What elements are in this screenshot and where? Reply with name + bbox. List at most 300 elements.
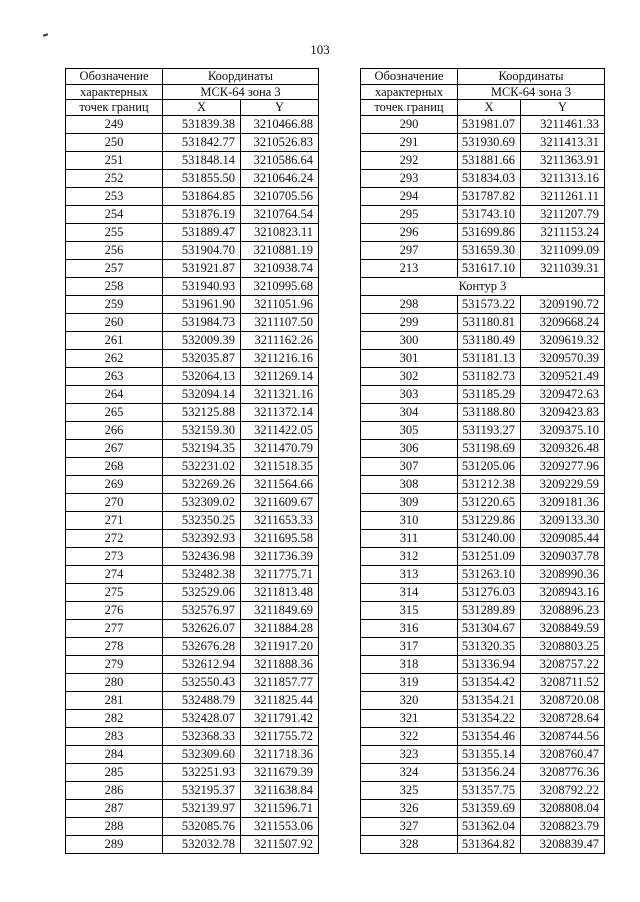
y-coordinate-cell: 3211857.77 <box>241 673 319 691</box>
y-coordinate-cell: 3211051.96 <box>241 295 319 313</box>
table-row <box>361 583 605 601</box>
x-coordinate-cell: 531876.19 <box>163 205 241 223</box>
x-coordinate-cell: 531355.14 <box>458 745 521 763</box>
x-coordinate-cell: 531834.03 <box>458 169 521 187</box>
x-coordinate-cell: 532436.98 <box>163 547 241 565</box>
table-row <box>361 691 605 709</box>
point-id-cell: 278 <box>66 637 163 655</box>
table-row <box>66 457 319 475</box>
y-coordinate-cell: 3211261.11 <box>521 187 605 205</box>
y-coordinate-cell: 3209133.30 <box>521 511 605 529</box>
y-coordinate-cell: 3210705.56 <box>241 187 319 205</box>
x-coordinate-cell: 531889.47 <box>163 223 241 241</box>
point-id-cell: 287 <box>66 799 163 817</box>
y-coordinate-cell: 3209619.32 <box>521 331 605 349</box>
point-id-cell: 290 <box>361 115 458 133</box>
table-row <box>361 547 605 565</box>
x-coordinate-cell: 531185.29 <box>458 385 521 403</box>
point-id-cell: 259 <box>66 295 163 313</box>
point-id-cell: 253 <box>66 187 163 205</box>
y-coordinate-cell: 3211313.16 <box>521 169 605 187</box>
x-coordinate-cell: 531229.86 <box>458 511 521 529</box>
point-id-cell: 308 <box>361 475 458 493</box>
y-coordinate-cell: 3210764.54 <box>241 205 319 223</box>
x-coordinate-cell: 531304.67 <box>458 619 521 637</box>
table-row <box>361 529 605 547</box>
x-coordinate-cell: 531240.00 <box>458 529 521 547</box>
point-id-cell: 291 <box>361 133 458 151</box>
point-id-cell: 272 <box>66 529 163 547</box>
table-row <box>66 691 319 709</box>
coordinates-header: Координаты <box>163 69 319 85</box>
x-coordinate-cell: 532428.07 <box>163 709 241 727</box>
x-coordinate-cell: 531839.38 <box>163 115 241 133</box>
y-coordinate-cell: 3208728.64 <box>521 709 605 727</box>
x-coordinate-cell: 531940.93 <box>163 277 241 295</box>
table-row <box>361 601 605 619</box>
point-id-cell: 269 <box>66 475 163 493</box>
x-coordinate-cell: 531359.69 <box>458 799 521 817</box>
y-coordinate-cell: 3208744.56 <box>521 727 605 745</box>
table-row <box>66 583 319 601</box>
y-coordinate-cell: 3210938.74 <box>241 259 319 277</box>
x-coordinate-cell: 531212.38 <box>458 475 521 493</box>
point-id-cell: 279 <box>66 655 163 673</box>
point-id-cell: 275 <box>66 583 163 601</box>
x-coordinate-cell: 531855.50 <box>163 169 241 187</box>
y-coordinate-cell: 3211813.48 <box>241 583 319 601</box>
point-id-cell: 280 <box>66 673 163 691</box>
point-id-cell: 300 <box>361 331 458 349</box>
point-id-cell: 312 <box>361 547 458 565</box>
x-coordinate-cell: 532035.87 <box>163 349 241 367</box>
y-coordinate-cell: 3208776.36 <box>521 763 605 781</box>
table-row <box>66 619 319 637</box>
x-coordinate-cell: 531205.06 <box>458 457 521 475</box>
table-row <box>66 421 319 439</box>
x-coordinate-cell: 532159.30 <box>163 421 241 439</box>
y-coordinate-cell: 3211099.09 <box>521 241 605 259</box>
x-coordinate-cell: 532032.78 <box>163 835 241 853</box>
x-coordinate-cell: 531276.03 <box>458 583 521 601</box>
point-id-cell: 270 <box>66 493 163 511</box>
table-row <box>66 745 319 763</box>
x-coordinate-cell: 531573.22 <box>458 295 521 313</box>
table-row <box>361 799 605 817</box>
table-row <box>66 601 319 619</box>
y-coordinate-cell: 3209037.78 <box>521 547 605 565</box>
y-coordinate-cell: 3208792.22 <box>521 781 605 799</box>
table-row <box>66 727 319 745</box>
point-id-cell: 328 <box>361 835 458 853</box>
y-coordinate-cell: 3211653.33 <box>241 511 319 529</box>
table-row <box>66 295 319 313</box>
y-coordinate-cell: 3211596.71 <box>241 799 319 817</box>
y-coordinate-cell: 3211470.79 <box>241 439 319 457</box>
point-id-cell: 313 <box>361 565 458 583</box>
point-id-cell: 306 <box>361 439 458 457</box>
x-coordinate-cell: 531188.80 <box>458 403 521 421</box>
x-coordinate-cell: 531961.90 <box>163 295 241 313</box>
table-row <box>66 349 319 367</box>
table-row <box>361 439 605 457</box>
table-row <box>66 439 319 457</box>
point-id-cell: 267 <box>66 439 163 457</box>
scan-speck <box>43 33 48 37</box>
y-coordinate-cell: 3211917.20 <box>241 637 319 655</box>
x-coordinate-cell: 531180.49 <box>458 331 521 349</box>
y-coordinate-cell: 3211775.71 <box>241 565 319 583</box>
point-id-cell: 315 <box>361 601 458 619</box>
designation-header: Обозначение <box>361 69 458 85</box>
x-header: X <box>458 100 521 116</box>
x-coordinate-cell: 531659.30 <box>458 241 521 259</box>
table-row <box>361 205 605 223</box>
point-id-cell: 310 <box>361 511 458 529</box>
y-coordinate-cell: 3211638.84 <box>241 781 319 799</box>
y-coordinate-cell: 3211207.79 <box>521 205 605 223</box>
point-id-cell: 263 <box>66 367 163 385</box>
y-coordinate-cell: 3209181.36 <box>521 493 605 511</box>
point-id-cell: 213 <box>361 259 458 277</box>
y-coordinate-cell: 3210466.88 <box>241 115 319 133</box>
point-id-cell: 302 <box>361 367 458 385</box>
coordinates-table-right: Обозначение Координаты характерных МСК-64 зона 3 точек границ X Y 290 531981.07 3211461.33 291 531930.69 3211413.31 292 531881.66 3211363.91 293 531834.03 3211313.16 294 531787.82 3211261.11 295 531743.10 3211207.79 296 531699.86 3211153.24 297 531659.30 3211099.09 213 531617.10 3211039.31 Контур 3 298 531573.22 3209190.72 299 531180.81 3209668.24 300 531180.49 3209619.32 301 531181.13 3209570.39 302 531182.73 3209521.49 303 531185.29 3209472.63 304 531188.80 3209423.83 305 531193.27 3209375.10 306 531198.69 3209326.48 307 531205.06 3209277.96 308 531212.38 3209229.59 309 531220.65 3209181.36 310 531229.86 3209133.30 311 531240.00 3209085.44 312 531251.09 3209037.78 313 531263.10 3208990.36 314 531276.03 3208943.16 315 531289.89 3208896.23 316 531304.67 3208849.59 317 531320.35 3208803.25 318 531336.94 3208757.22 319 531354.42 3208711.52 320 531354.21 3208720.08 321 531354.22 3208728.64 322 531354.46 3208744.56 323 531355.14 3208760.47 324 531356.24 3208776.36 325 531357.75 3208792.22 326 531359.69 3208808.04 327 531362.04 3208823.79 328 531364.82 3208839.47 <box>360 68 605 854</box>
point-id-cell: 318 <box>361 655 458 673</box>
x-coordinate-cell: 531289.89 <box>458 601 521 619</box>
point-id-cell: 252 <box>66 169 163 187</box>
x-coordinate-cell: 531356.24 <box>458 763 521 781</box>
y-coordinate-cell: 3211269.14 <box>241 367 319 385</box>
x-coordinate-cell: 532482.38 <box>163 565 241 583</box>
y-coordinate-cell: 3208711.52 <box>521 673 605 691</box>
point-id-cell: 292 <box>361 151 458 169</box>
point-id-cell: 323 <box>361 745 458 763</box>
point-id-cell: 260 <box>66 313 163 331</box>
point-id-cell: 265 <box>66 403 163 421</box>
point-id-cell: 276 <box>66 601 163 619</box>
x-coordinate-cell: 532612.94 <box>163 655 241 673</box>
point-id-cell: 321 <box>361 709 458 727</box>
x-coordinate-cell: 532488.79 <box>163 691 241 709</box>
point-id-cell: 297 <box>361 241 458 259</box>
x-coordinate-cell: 532392.93 <box>163 529 241 547</box>
point-id-cell: 262 <box>66 349 163 367</box>
x-coordinate-cell: 532139.97 <box>163 799 241 817</box>
y-coordinate-cell: 3211718.36 <box>241 745 319 763</box>
table-row <box>66 709 319 727</box>
x-coordinate-cell: 532194.35 <box>163 439 241 457</box>
y-coordinate-cell: 3209570.39 <box>521 349 605 367</box>
y-coordinate-cell: 3210526.83 <box>241 133 319 151</box>
table-row <box>361 457 605 475</box>
table-row <box>66 385 319 403</box>
x-coordinate-cell: 531354.42 <box>458 673 521 691</box>
table-row <box>66 151 319 169</box>
y-coordinate-cell: 3209190.72 <box>521 295 605 313</box>
y-coordinate-cell: 3211507.92 <box>241 835 319 853</box>
point-id-cell: 296 <box>361 223 458 241</box>
point-id-cell: 304 <box>361 403 458 421</box>
point-id-cell: 309 <box>361 493 458 511</box>
table-row <box>361 475 605 493</box>
y-coordinate-cell: 3211321.16 <box>241 385 319 403</box>
x-coordinate-cell: 532626.07 <box>163 619 241 637</box>
y-coordinate-cell: 3210646.24 <box>241 169 319 187</box>
point-id-cell: 250 <box>66 133 163 151</box>
point-id-cell: 299 <box>361 313 458 331</box>
point-id-cell: 255 <box>66 223 163 241</box>
table-row <box>66 817 319 835</box>
table-row <box>361 727 605 745</box>
y-coordinate-cell: 3208823.79 <box>521 817 605 835</box>
x-coordinate-cell: 531220.65 <box>458 493 521 511</box>
table-row <box>361 151 605 169</box>
table-row <box>361 709 605 727</box>
y-coordinate-cell: 3211755.72 <box>241 727 319 745</box>
table-row <box>361 241 605 259</box>
x-coordinate-cell: 531354.21 <box>458 691 521 709</box>
y-coordinate-cell: 3211107.50 <box>241 313 319 331</box>
point-id-cell: 285 <box>66 763 163 781</box>
table-row <box>66 331 319 349</box>
x-header: X <box>163 100 241 116</box>
x-coordinate-cell: 531198.69 <box>458 439 521 457</box>
coordinates-header: Координаты <box>458 69 605 85</box>
table-row <box>66 313 319 331</box>
y-coordinate-cell: 3210823.11 <box>241 223 319 241</box>
table-row <box>361 817 605 835</box>
point-id-cell: 322 <box>361 727 458 745</box>
x-coordinate-cell: 532576.97 <box>163 601 241 619</box>
point-id-cell: 324 <box>361 763 458 781</box>
x-coordinate-cell: 531930.69 <box>458 133 521 151</box>
x-coordinate-cell: 532085.76 <box>163 817 241 835</box>
table-row <box>66 511 319 529</box>
y-header: Y <box>521 100 605 116</box>
y-coordinate-cell: 3209375.10 <box>521 421 605 439</box>
x-coordinate-cell: 531362.04 <box>458 817 521 835</box>
contour-row <box>361 277 605 295</box>
y-coordinate-cell: 3211825.44 <box>241 691 319 709</box>
y-coordinate-cell: 3209326.48 <box>521 439 605 457</box>
table-row <box>361 187 605 205</box>
x-coordinate-cell: 531354.46 <box>458 727 521 745</box>
table-row <box>361 385 605 403</box>
x-coordinate-cell: 531864.85 <box>163 187 241 205</box>
y-coordinate-cell: 3208760.47 <box>521 745 605 763</box>
x-coordinate-cell: 531364.82 <box>458 835 521 853</box>
table-row <box>361 259 605 277</box>
x-coordinate-cell: 531981.07 <box>458 115 521 133</box>
point-id-cell: 305 <box>361 421 458 439</box>
table-row <box>66 133 319 151</box>
y-coordinate-cell: 3211679.39 <box>241 763 319 781</box>
contour-label: Контур 3 <box>361 277 605 295</box>
x-coordinate-cell: 532350.25 <box>163 511 241 529</box>
point-id-cell: 327 <box>361 817 458 835</box>
x-coordinate-cell: 532094.14 <box>163 385 241 403</box>
y-coordinate-cell: 3211363.91 <box>521 151 605 169</box>
point-id-cell: 286 <box>66 781 163 799</box>
table-row <box>66 799 319 817</box>
table-row <box>361 493 605 511</box>
table-row <box>361 421 605 439</box>
x-coordinate-cell: 531180.81 <box>458 313 521 331</box>
x-coordinate-cell: 532009.39 <box>163 331 241 349</box>
table-row <box>361 619 605 637</box>
y-coordinate-cell: 3211461.33 <box>521 115 605 133</box>
table-row <box>361 511 605 529</box>
point-id-cell: 301 <box>361 349 458 367</box>
y-coordinate-cell: 3211553.06 <box>241 817 319 835</box>
x-coordinate-cell: 531251.09 <box>458 547 521 565</box>
y-coordinate-cell: 3211791.42 <box>241 709 319 727</box>
point-id-cell: 293 <box>361 169 458 187</box>
y-coordinate-cell: 3209277.96 <box>521 457 605 475</box>
x-coordinate-cell: 532231.02 <box>163 457 241 475</box>
x-coordinate-cell: 531984.73 <box>163 313 241 331</box>
point-id-cell: 314 <box>361 583 458 601</box>
y-coordinate-cell: 3211884.28 <box>241 619 319 637</box>
y-coordinate-cell: 3210586.64 <box>241 151 319 169</box>
y-coordinate-cell: 3211162.26 <box>241 331 319 349</box>
table-row <box>361 223 605 241</box>
table-row <box>66 223 319 241</box>
x-coordinate-cell: 532309.02 <box>163 493 241 511</box>
point-id-cell: 268 <box>66 457 163 475</box>
point-id-cell: 319 <box>361 673 458 691</box>
x-coordinate-cell: 531842.77 <box>163 133 241 151</box>
point-id-cell: 266 <box>66 421 163 439</box>
y-coordinate-cell: 3209423.83 <box>521 403 605 421</box>
point-id-cell: 249 <box>66 115 163 133</box>
x-coordinate-cell: 532368.33 <box>163 727 241 745</box>
y-coordinate-cell: 3209085.44 <box>521 529 605 547</box>
y-coordinate-cell: 3211422.05 <box>241 421 319 439</box>
y-coordinate-cell: 3208896.23 <box>521 601 605 619</box>
y-coordinate-cell: 3211518.35 <box>241 457 319 475</box>
table-row <box>361 565 605 583</box>
designation-header: Обозначение <box>66 69 163 85</box>
table-row <box>361 403 605 421</box>
table-row <box>361 745 605 763</box>
table-row <box>66 547 319 565</box>
x-coordinate-cell: 532550.43 <box>163 673 241 691</box>
point-id-cell: 261 <box>66 331 163 349</box>
point-id-cell: 277 <box>66 619 163 637</box>
table-row <box>361 349 605 367</box>
table-row <box>66 637 319 655</box>
table-row <box>361 781 605 799</box>
point-id-cell: 274 <box>66 565 163 583</box>
point-id-cell: 288 <box>66 817 163 835</box>
point-id-cell: 273 <box>66 547 163 565</box>
point-id-cell: 307 <box>361 457 458 475</box>
table-row <box>361 115 605 133</box>
point-id-cell: 257 <box>66 259 163 277</box>
y-coordinate-cell: 3208990.36 <box>521 565 605 583</box>
table-row <box>361 295 605 313</box>
y-coordinate-cell: 3208839.47 <box>521 835 605 853</box>
point-id-cell: 303 <box>361 385 458 403</box>
y-coordinate-cell: 3208943.16 <box>521 583 605 601</box>
y-coordinate-cell: 3211372.14 <box>241 403 319 421</box>
point-id-cell: 325 <box>361 781 458 799</box>
table-row <box>361 655 605 673</box>
table-row <box>66 763 319 781</box>
x-coordinate-cell: 531357.75 <box>458 781 521 799</box>
x-coordinate-cell: 531743.10 <box>458 205 521 223</box>
y-coordinate-cell: 3211736.39 <box>241 547 319 565</box>
table-row <box>361 169 605 187</box>
x-coordinate-cell: 532269.26 <box>163 475 241 493</box>
point-id-cell: 282 <box>66 709 163 727</box>
x-coordinate-cell: 532529.06 <box>163 583 241 601</box>
table-row <box>66 565 319 583</box>
x-coordinate-cell: 531617.10 <box>458 259 521 277</box>
x-coordinate-cell: 531182.73 <box>458 367 521 385</box>
y-coordinate-cell: 3208808.04 <box>521 799 605 817</box>
table-row <box>66 781 319 799</box>
table-row <box>66 241 319 259</box>
point-id-cell: 284 <box>66 745 163 763</box>
point-id-cell: 316 <box>361 619 458 637</box>
y-coordinate-cell: 3209521.49 <box>521 367 605 385</box>
point-id-cell: 271 <box>66 511 163 529</box>
x-coordinate-cell: 531787.82 <box>458 187 521 205</box>
y-coordinate-cell: 3211849.69 <box>241 601 319 619</box>
point-id-cell: 254 <box>66 205 163 223</box>
point-id-cell: 294 <box>361 187 458 205</box>
table-row <box>361 133 605 151</box>
y-coordinate-cell: 3208757.22 <box>521 655 605 673</box>
table-row <box>66 115 319 133</box>
x-coordinate-cell: 531336.94 <box>458 655 521 673</box>
y-coordinate-cell: 3208803.25 <box>521 637 605 655</box>
x-coordinate-cell: 531881.66 <box>458 151 521 169</box>
y-coordinate-cell: 3209472.63 <box>521 385 605 403</box>
table-row <box>66 259 319 277</box>
table-row <box>361 763 605 781</box>
page-number: 103 <box>310 42 330 57</box>
point-id-cell: 289 <box>66 835 163 853</box>
y-coordinate-cell: 3211039.31 <box>521 259 605 277</box>
y-coordinate-cell: 3209229.59 <box>521 475 605 493</box>
y-coordinate-cell: 3211564.66 <box>241 475 319 493</box>
x-coordinate-cell: 531354.22 <box>458 709 521 727</box>
x-coordinate-cell: 532125.88 <box>163 403 241 421</box>
table-row <box>361 331 605 349</box>
y-coordinate-cell: 3209668.24 <box>521 313 605 331</box>
y-coordinate-cell: 3211888.36 <box>241 655 319 673</box>
x-coordinate-cell: 531181.13 <box>458 349 521 367</box>
table-row <box>66 187 319 205</box>
point-id-cell: 283 <box>66 727 163 745</box>
point-id-cell: 281 <box>66 691 163 709</box>
point-id-cell: 264 <box>66 385 163 403</box>
coordinates-table-left: Обозначение Координаты характерных МСК-64 зона 3 точек границ X Y 249 531839.38 3210466.88 250 531842.77 3210526.83 251 531848.14 3210586.64 252 531855.50 3210646.24 253 531864.85 3210705.56 254 531876.19 3210764.54 255 531889.47 3210823.11 256 531904.70 3210881.19 257 531921.87 3210938.74 258 531940.93 3210995.68 259 531961.90 3211051.96 260 531984.73 3211107.50 261 532009.39 3211162.26 262 532035.87 3211216.16 263 532064.13 3211269.14 264 532094.14 3211321.16 265 532125.88 3211372.14 266 532159.30 3211422.05 267 532194.35 3211470.79 268 532231.02 3211518.35 269 532269.26 3211564.66 270 532309.02 3211609.67 271 532350.25 3211653.33 272 532392.93 3211695.58 273 532436.98 3211736.39 274 532482.38 3211775.71 275 532529.06 3211813.48 276 532576.97 3211849.69 277 532626.07 3211884.28 278 532676.28 3211917.20 279 532612.94 3211888.36 280 532550.43 3211857.77 281 532488.79 3211825.44 282 532428.07 3211791.42 283 532368.33 3211755.72 284 532309.60 3211718.36 285 532251.93 3211679.39 286 532195.37 3211638.84 287 532139.97 3211596.71 288 532085.76 3211553.06 289 532032.78 3211507.92 <box>65 68 319 854</box>
x-coordinate-cell: 532251.93 <box>163 763 241 781</box>
y-coordinate-cell: 3211695.58 <box>241 529 319 547</box>
y-coordinate-cell: 3208720.08 <box>521 691 605 709</box>
table-row <box>66 493 319 511</box>
point-id-cell: 326 <box>361 799 458 817</box>
x-coordinate-cell: 531320.35 <box>458 637 521 655</box>
y-coordinate-cell: 3211153.24 <box>521 223 605 241</box>
point-id-cell: 311 <box>361 529 458 547</box>
table-row <box>66 367 319 385</box>
